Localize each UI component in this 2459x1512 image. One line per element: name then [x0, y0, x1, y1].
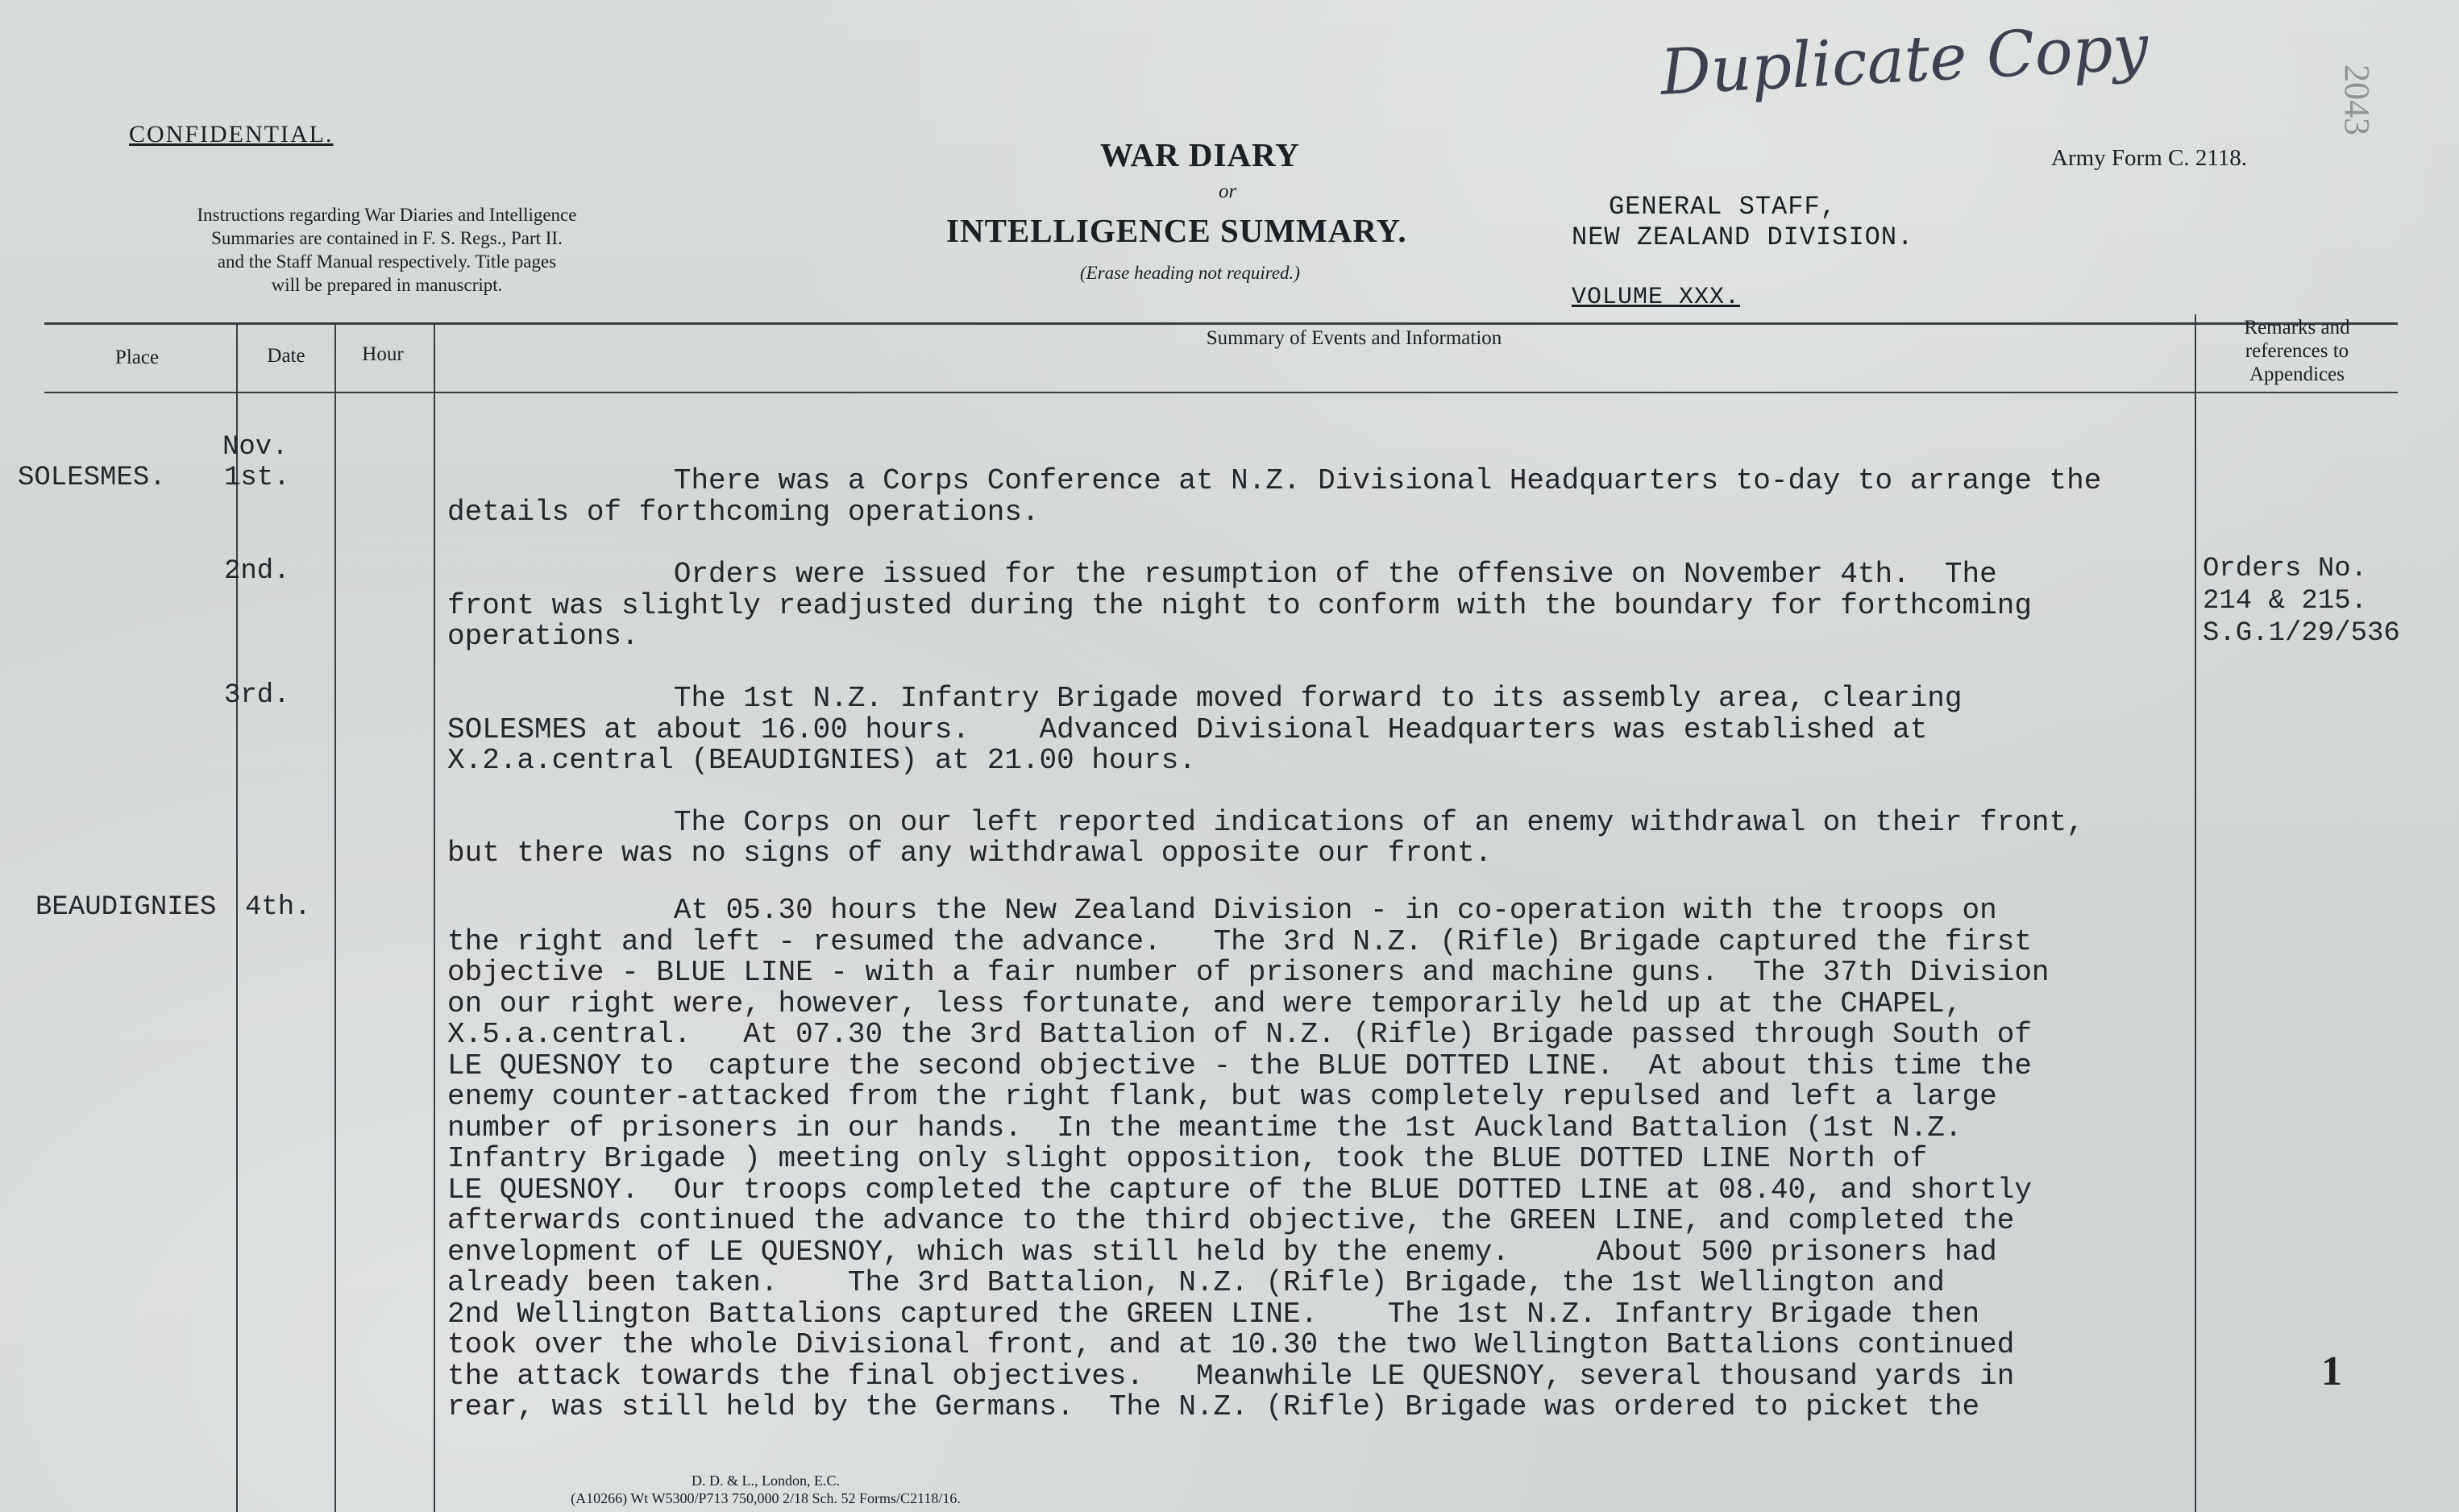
entry-line: LE QUESNOY. Our troops completed the capture of the BLUE DOTTED LINE at 08.40, and shortly	[447, 1173, 2032, 1207]
entry-line: envelopment of LE QUESNOY, which was still held by the enemy. About 500 prisoners had	[447, 1235, 1997, 1269]
entry-line: At 05.30 hours the New Zealand Division - in co-operation with the troops on	[447, 894, 1997, 927]
title-or: or	[1219, 181, 1237, 202]
entry-line: front was slightly readjusted during the night to conform with the boundary for forthcoming	[447, 588, 2032, 622]
remarks-line: 214 & 215.	[2203, 586, 2368, 617]
divider-hour-summary	[434, 322, 435, 1512]
date-2nd: 2nd.	[224, 556, 290, 587]
title-intelligence-summary: INTELLIGENCE SUMMARY.	[946, 212, 1407, 249]
instructions-line: Summaries are contained in F. S. Regs., Part II.	[211, 228, 563, 248]
entry-line: LE QUESNOY to capture the second objective - the BLUE DOTTED LINE. At about this time the	[447, 1049, 2032, 1082]
handwritten-duplicate-copy: Duplicate Copy	[1659, 11, 2150, 110]
entry-line: SOLESMES at about 16.00 hours. Advanced Divisional Headquarters was established at	[447, 712, 1928, 746]
erase-note: (Erase heading not required.)	[1080, 263, 1300, 283]
entry-line: operations.	[447, 620, 639, 653]
entry-line: on our right were, however, less fortunate, and were temporarily held up at the CHAPEL,	[447, 987, 1963, 1020]
header-rule	[44, 322, 2398, 325]
entry-line: X.5.a.central. At 07.30 the 3rd Battalion of N.Z. (Rifle) Brigade passed through South of	[447, 1018, 2032, 1051]
army-form-label: Army Form C. 2118.	[2051, 145, 2248, 171]
entry-line: already been taken. The 3rd Battalion, N.Z. (Rifle) Brigade, the 1st Wellington and	[447, 1266, 1945, 1299]
imprint-line: D. D. & L., London, E.C.	[692, 1473, 840, 1489]
entry-line: The Corps on our left reported indications of an enemy withdrawal on their front,	[447, 805, 2084, 839]
column-remarks-line: references to	[2245, 340, 2349, 362]
printer-imprint	[484, 1472, 1048, 1507]
divider-date-hour	[334, 322, 336, 1512]
column-remarks-line: Remarks and	[2244, 317, 2350, 339]
remarks-orders	[2203, 553, 2400, 650]
column-remarks	[2204, 316, 2390, 386]
entry-line: There was a Corps Conference at N.Z. Divisional Headquarters to-day to arrange the	[447, 464, 2102, 497]
column-head-rule	[44, 392, 2398, 393]
stamp-number: 2043	[2337, 64, 2377, 135]
place-beaudignies: BEAUDIGNIES	[35, 892, 217, 923]
entry-line: but there was no signs of any withdrawal opposite our front.	[447, 837, 1493, 870]
entry-line: afterwards continued the advance to the third objective, the GREEN LINE, and completed the	[447, 1204, 2015, 1237]
divider-summary-remarks	[2195, 314, 2196, 1512]
volume-label: VOLUME XXX.	[1572, 284, 1741, 311]
entry-nov-1	[447, 466, 2101, 528]
entry-line: enemy counter-attacked from the right flank, but was completely repulsed and left a large	[447, 1080, 1997, 1113]
column-remarks-line: Appendices	[2249, 363, 2345, 385]
column-date: Date	[267, 345, 305, 367]
pencil-page-mark: 1	[2321, 1348, 2342, 1394]
entry-line: objective - BLUE LINE - with a fair number of prisoners and machine guns. The 37th Division	[447, 956, 2050, 989]
entry-nov-3	[447, 683, 2084, 870]
entry-line	[447, 777, 2084, 808]
entry-line: the right and left - resumed the advance. The 3rd N.Z. (Rifle) Brigade captured the first	[447, 924, 2032, 958]
divider-place-date	[236, 322, 238, 1512]
date-4th: 4th.	[245, 892, 311, 923]
column-hour: Hour	[362, 343, 404, 365]
remarks-line: Orders No.	[2203, 554, 2368, 584]
entry-line: number of prisoners in our hands. In the meantime the 1st Auckland Battalion (1st N.Z.	[447, 1111, 1963, 1144]
unit-line-2: NEW ZEALAND DIVISION.	[1572, 222, 1914, 252]
entry-line: Infantry Brigade ) meeting only slight opposition, took the BLUE DOTTED LINE North of	[447, 1142, 1928, 1175]
instructions-note	[97, 203, 677, 297]
place-solesmes: SOLESMES.	[18, 463, 166, 493]
entry-nov-4	[447, 895, 2050, 1423]
date-1st: 1st.	[224, 463, 290, 493]
date-3rd: 3rd.	[224, 680, 290, 711]
entry-line: X.2.a.central (BEAUDIGNIES) at 21.00 hours.	[447, 744, 1196, 777]
column-place: Place	[114, 347, 160, 368]
confidential-heading: CONFIDENTIAL.	[129, 121, 334, 147]
title-war-diary: WAR DIARY	[1100, 136, 1300, 173]
entry-line: Orders were issued for the resumption of the offensive on November 4th. The	[447, 558, 1997, 591]
entry-line: the attack towards the final objectives. Meanwhile LE QUESNOY, several thousand yards in	[447, 1359, 2015, 1393]
entry-line: The 1st N.Z. Infantry Brigade moved forward to its assembly area, clearing	[447, 682, 1963, 715]
imprint-line: (A10266) Wt W5300/P713 750,000 2/18 Sch. 52 Forms/C2118/16.	[571, 1490, 961, 1506]
date-month: Nov.	[222, 432, 289, 463]
instructions-line: Instructions regarding War Diaries and Intelligence	[197, 205, 577, 225]
remarks-line: S.G.1/29/536	[2203, 618, 2400, 649]
entry-line: 2nd Wellington Battalions captured the GREEN LINE. The 1st N.Z. Infantry Brigade then	[447, 1297, 1980, 1331]
instructions-line: and the Staff Manual respectively. Title pages	[217, 251, 557, 272]
entry-nov-2	[447, 559, 2032, 653]
column-summary: Summary of Events and Information	[1206, 327, 1502, 349]
entry-line: rear, was still held by the Germans. The N.Z. (Rifle) Brigade was ordered to picket the	[447, 1390, 1980, 1423]
unit-line-1: GENERAL STAFF,	[1609, 192, 1837, 222]
instructions-line: will be prepared in manuscript.	[271, 275, 503, 295]
entry-line: took over the whole Divisional front, and at 10.30 the two Wellington Battalions continued	[447, 1328, 2015, 1361]
entry-line: details of forthcoming operations.	[447, 495, 1040, 529]
